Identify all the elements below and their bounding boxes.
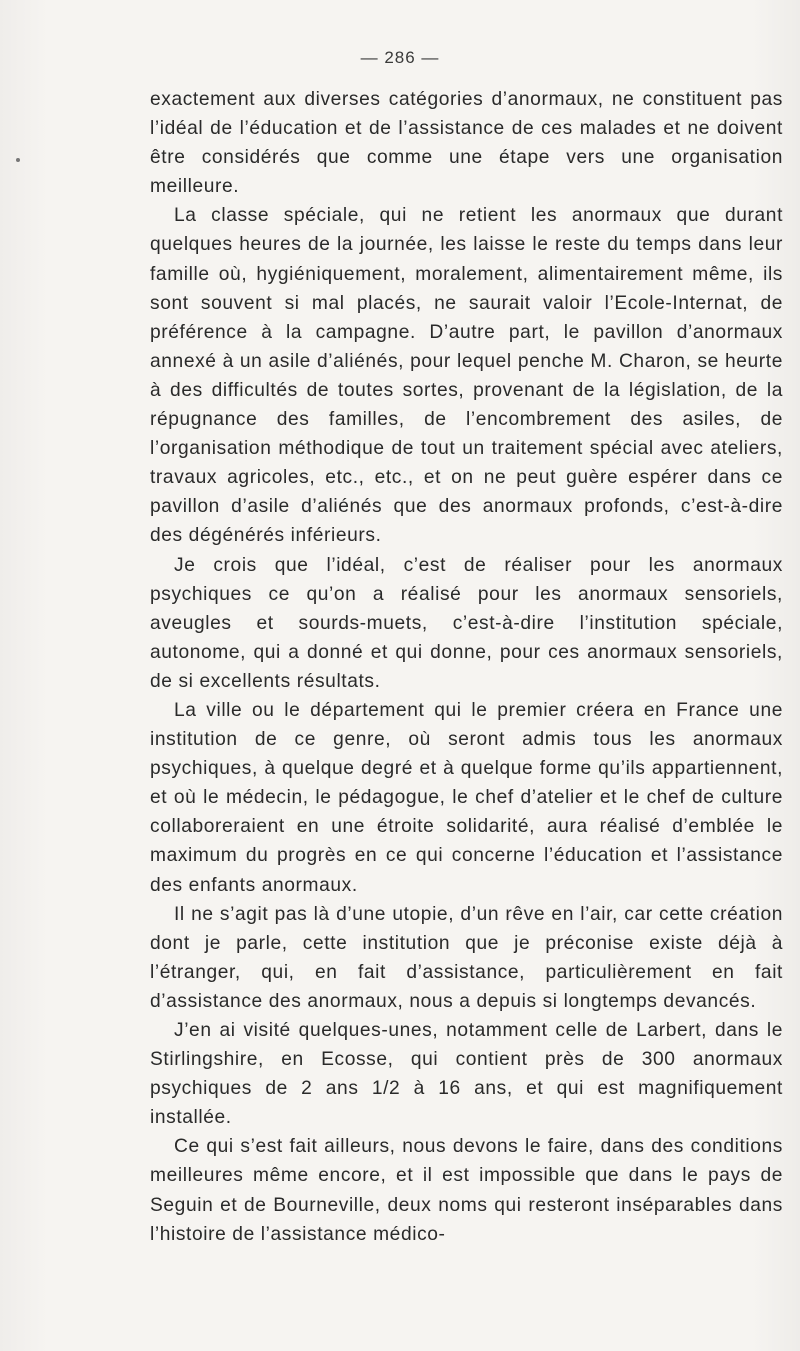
paragraph-5: Il ne s’agit pas là d’une utopie, d’un rêve en l’air, car cette création dont je parle, cette institution que je préconise existe déjà à l’étranger, qui, en fait d’assistance, particulièrement en fait d’assistance des anormaux, nous a depuis si longtemps devancés. (150, 903, 783, 1012)
paragraph-1: exactement aux diverses catégories d’anormaux, ne constituent pas l’idéal de l’éducation et de l’assistance de ces malades et ne doivent être considérés que comme une étape vers une organisation meilleure. (150, 89, 783, 198)
paragraph-3: Je crois que l’idéal, c’est de réaliser pour les anormaux psychiques ce qu’on a réalisé pour les anormaux sensoriels, aveugles et sourds-muets, c’est-à-dire l’institution spéciale, autonome, qui a donné et qui donne, pour ces anormaux sensoriels, de si excellents résultats. (150, 554, 783, 692)
paragraph-4: La ville ou le département qui le premier créera en France une institution de ce genre, où seront admis tous les anormaux psychiques, à quelque degré et à quelque forme qu’ils appartiennent, et où le médecin, le pédagogue, le chef d’atelier et le chef de culture collaboreraient en une étroite solidarité, aura réalisé d’emblée le maximum du progrès en ce qui concerne l’éducation et l’assistance des enfants anormaux. (150, 699, 783, 896)
margin-mark (16, 158, 20, 162)
page-number: — 286 — (360, 48, 440, 67)
paragraph-6: J’en ai visité quelques-unes, notamment celle de Larbert, dans le Stirlingshire, en Ecosse, qui contient près de 300 anormaux psychiques de 2 ans 1/2 à 16 ans, et qui est magnifiquement installée. (150, 1020, 783, 1129)
body-text (150, 85, 783, 1249)
paragraph-2: La classe spéciale, qui ne retient les anormaux que durant quelques heures de la journée, les laisse le reste du temps dans leur famille où, hygiéniquement, moralement, alimentairement même, ils sont souvent si mal placés, ne saurait valoir l’Ecole-Internat, de préférence à la campagne. D’autre part, le pavillon d’anormaux annexé à un asile d’aliénés, pour lequel penche M. Charon, se heurte à des difficultés de toutes sortes, provenant de la législation, de la répugnance des familles, de l’encombrement des asiles, de l’organisation méthodique de tout un traitement spécial avec ateliers, travaux agricoles, etc., etc., et on ne peut guère espérer dans ce pavillon d’asile d’aliénés que des anormaux profonds, c’est-à-dire des dégénérés inférieurs. (150, 205, 783, 547)
paragraph-7: Ce qui s’est fait ailleurs, nous devons le faire, dans des conditions meilleures même encore, et il est impossible que dans le pays de Seguin et de Bourneville, deux noms qui resteront inséparables dans l’histoire de l’assistance médico- (150, 1136, 783, 1245)
